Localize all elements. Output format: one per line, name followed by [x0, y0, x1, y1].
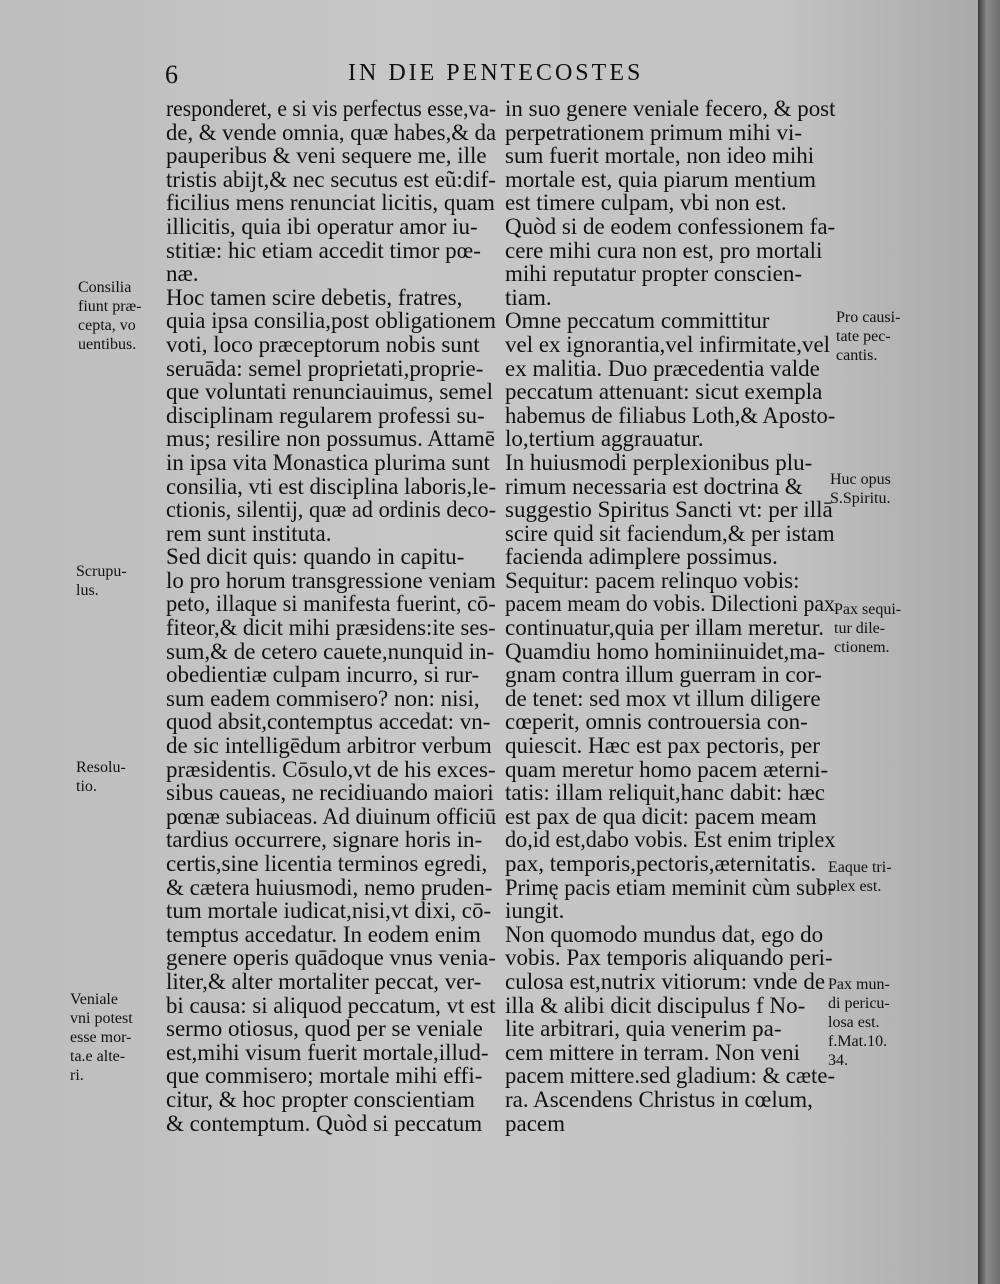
text-line: perpetrationem primum mihi vi- — [505, 119, 803, 145]
text-line: iungit. — [505, 898, 565, 924]
text-line: lo pro horum transgressione veniam — [166, 567, 496, 593]
text-line: de sic intelligēdum arbitror verbum — [166, 733, 492, 759]
page-number: 6 — [165, 60, 178, 89]
margin-note-pax-mundi — [828, 975, 890, 1070]
margin-note-resolutio — [76, 758, 126, 796]
text-line: in suo genere veniale fecero, & post — [505, 96, 836, 121]
text-line: lus. — [76, 582, 99, 599]
text-line: Hoc tamen scire debetis, fratres, — [166, 284, 463, 310]
text-line: liter,& alter mortaliter peccat, ver- — [166, 968, 482, 994]
text-line: Quòd si de eodem confessionem fa- — [505, 213, 836, 239]
text-line: pacem — [505, 1110, 566, 1136]
text-line: peto, illaque si manifesta fuerint, cō- — [166, 591, 496, 617]
text-line: que voluntati renunciauimus, semel — [166, 379, 494, 405]
text-line: & contemptum. Quòd si peccatum — [166, 1110, 483, 1136]
text-line: Sed dicit quis: quando in capitu- — [166, 544, 465, 570]
margin-note-huc-opus — [830, 470, 891, 508]
text-line: de, & vende omnia, quæ habes,& da — [166, 119, 497, 145]
text-line: 34. — [828, 1052, 848, 1069]
text-line: mortale est, quia piarum mentium — [505, 166, 817, 192]
text-line: Veniale — [70, 991, 118, 1008]
text-line: quia ipsa consilia,post obligationem — [166, 308, 496, 334]
text-line: de tenet: sed mox vt illum diligere — [505, 685, 821, 711]
text-line: fiunt præ- — [78, 298, 142, 315]
text-line: uentibus. — [78, 336, 137, 353]
text-line: illa & alibi dicit discipulus f No- — [505, 992, 806, 1018]
text-line: ex malitia. Duo præcedentia valde — [505, 355, 820, 381]
text-line: næ. — [166, 261, 199, 287]
left-text-column — [166, 97, 496, 1135]
text-line: Quamdiu homo hominiinuidet,ma- — [505, 638, 826, 664]
text-line: voti, loco præceptorum nobis sunt — [166, 331, 480, 357]
text-line: genere operis quādoque vnus venia- — [166, 945, 496, 971]
text-line: rem sunt instituta. — [166, 520, 332, 546]
margin-note-scrupulus — [76, 562, 127, 600]
text-line: pœnæ subiaceas. Ad diuinum officiū — [166, 803, 497, 829]
text-line: tio. — [76, 778, 97, 795]
text-line: ri. — [70, 1067, 84, 1084]
text-line: cepta, vo — [78, 317, 136, 334]
text-line: Pax mun- — [828, 976, 890, 993]
text-line: est,mihi visum fuerit mortale,illud- — [166, 1039, 489, 1065]
text-line: ficilius mens renunciat licitis, quam — [166, 190, 495, 216]
text-line: pauperibus & veni sequere me, ille — [166, 143, 487, 169]
text-line: ctionis, silentij, quæ ad ordinis deco- — [166, 497, 497, 523]
text-line: cem mittere in terram. Non veni — [505, 1039, 801, 1065]
text-line: citur, & hoc propter conscientiam — [166, 1086, 475, 1112]
text-line: Non quomodo mundus dat, ego do — [505, 921, 824, 947]
text-line: culosa est,nutrix vitiorum: vnde de — [505, 968, 826, 994]
text-line: do,id est,dabo vobis. Est enim triplex — [505, 827, 836, 853]
text-line: obedientiæ culpam incurro, si rur- — [166, 662, 480, 688]
text-line: sibus caueas, ne recidiuando maiori — [166, 780, 494, 806]
margin-note-consilia — [78, 278, 142, 354]
text-line: di pericu- — [828, 995, 890, 1012]
text-line: pacem meam do vobis. Dilectioni pax — [505, 591, 835, 617]
running-title: IN DIE PENTECOSTES — [348, 60, 644, 86]
text-line: & cætera huiusmodi, nemo pruden- — [166, 874, 493, 900]
text-line: Huc opus — [830, 471, 891, 488]
text-line: tatis: illam reliquit,hanc dabit: hæc — [505, 780, 826, 806]
book-binding — [978, 0, 1000, 1284]
text-line: lo,tertium aggrauatur. — [505, 426, 704, 452]
text-line: cere mihi cura non est, pro mortali — [505, 237, 823, 263]
text-line: Sequitur: pacem relinquo vobis: — [505, 567, 800, 593]
text-line: losa est. — [828, 1014, 880, 1031]
text-line: consilia, vti est disciplina laboris,le- — [166, 473, 497, 499]
text-line: est timere culpam, vbi non est. — [505, 190, 787, 216]
text-line: lite arbitrari, quia venerim pa- — [505, 1016, 782, 1042]
text-line: Primę pacis etiam meminit cùm sub- — [505, 874, 835, 900]
text-line: que commisero; mortale mihi effi- — [166, 1063, 483, 1089]
text-line: Pro causi- — [836, 309, 901, 326]
margin-note-pro-causitate — [836, 308, 900, 365]
text-line: quiescit. Hæc est pax pectoris, per — [505, 733, 820, 759]
text-line: quod absit,contemptus accedat: vn- — [166, 709, 491, 735]
text-line: Consilia — [78, 279, 132, 296]
right-text-column — [505, 97, 835, 1135]
text-line: vni potest — [70, 1010, 133, 1027]
text-line: cantis. — [836, 347, 878, 364]
text-line: fiteor,& dicit mihi præsidens:ite ses- — [166, 615, 496, 641]
text-line: ctionem. — [834, 639, 890, 656]
text-line: plex est. — [828, 878, 882, 895]
text-line: quam meretur homo pacem æterni- — [505, 756, 829, 782]
text-line: vobis. Pax temporis aliquando peri- — [505, 945, 833, 971]
text-line: sum eadem commisero? non: nisi, — [166, 685, 480, 711]
text-line: tristis abijt,& nec secutus est eũ:dif- — [166, 166, 496, 192]
text-line: in ipsa vita Monastica plurima sunt — [166, 449, 490, 475]
text-line: continuatur,quia per illam meretur. — [505, 615, 825, 641]
text-line: In huiusmodi perplexionibus plu- — [505, 449, 813, 475]
text-line: pacem mittere.sed gladium: & cæte- — [505, 1063, 836, 1089]
text-line: Omne peccatum committitur — [505, 308, 770, 334]
text-line: tiam. — [505, 284, 552, 310]
text-line: sermo otiosus, quod per se veniale — [166, 1016, 483, 1042]
text-line: Eaque tri- — [828, 859, 892, 876]
text-line: S.Spiritu. — [830, 490, 891, 507]
text-line: scire quid sit faciendum,& per istam — [505, 520, 835, 546]
text-line: ta.e alte- — [70, 1048, 126, 1065]
text-line: peccatum attenuant: sicut exempla — [505, 379, 823, 405]
text-line: gnam contra illum guerram in cor- — [505, 662, 822, 688]
margin-note-triplex — [828, 858, 892, 896]
text-line: disciplinam regularem professi su- — [166, 402, 485, 428]
text-line: mihi reputatur propter conscien- — [505, 261, 802, 287]
text-line: cœperit, omnis controuersia con- — [505, 709, 808, 735]
text-line: tur dile- — [834, 620, 886, 637]
text-line: Resolu- — [76, 759, 126, 776]
text-line: Scrupu- — [76, 563, 127, 580]
text-line: sum fuerit mortale, non ideo mihi — [505, 143, 815, 169]
margin-note-veniale — [70, 990, 133, 1085]
text-line: præsidentis. Cōsulo,vt de his exces- — [166, 756, 496, 782]
text-line: stitiæ: hic etiam accedit timor pœ- — [166, 237, 481, 263]
text-line: tate pec- — [836, 328, 891, 345]
text-line: habemus de filiabus Loth,& Aposto- — [505, 402, 836, 428]
text-line: esse mor- — [70, 1029, 132, 1046]
text-line: tardius occurrere, signare horis in- — [166, 827, 483, 853]
text-line: temptus accedatur. In eodem enim — [166, 921, 481, 947]
text-line: suggestio Spiritus Sancti vt: per illā — [505, 497, 833, 523]
text-line: facienda adimplere possimus. — [505, 544, 778, 570]
text-line: ra. Ascendens Christus in cœlum, — [505, 1086, 813, 1112]
text-line: pax, temporis,pectoris,æternitatis. — [505, 851, 817, 876]
text-line: sum,& de cetero cauete,nunquid in- — [166, 638, 495, 664]
text-line: certis,sine licentia terminos egredi, — [166, 851, 488, 876]
text-line: vel ex ignorantia,vel infirmitate,vel — [505, 331, 831, 357]
text-line: responderet, e si vis perfectus esse,va- — [166, 96, 497, 121]
text-line: rimum necessaria est doctrina & — [505, 473, 803, 499]
text-line: mus; resilire non possumus. Attamē — [166, 426, 496, 452]
text-line: f.Mat.10. — [828, 1033, 888, 1050]
text-line: illicitis, quia ibi operatur amor iu- — [166, 213, 478, 239]
text-line: seruāda: semel proprietati,proprie- — [166, 355, 484, 381]
text-line: tum mortale iudicat,nisi,vt dixi, cō- — [166, 898, 492, 924]
text-line: est pax de qua dicit: pacem meam — [505, 803, 817, 829]
text-line: bi causa: si aliquod peccatum, vt est — [166, 992, 496, 1018]
margin-note-pax-sequitur — [834, 600, 901, 657]
text-line: Pax sequi- — [834, 601, 902, 618]
